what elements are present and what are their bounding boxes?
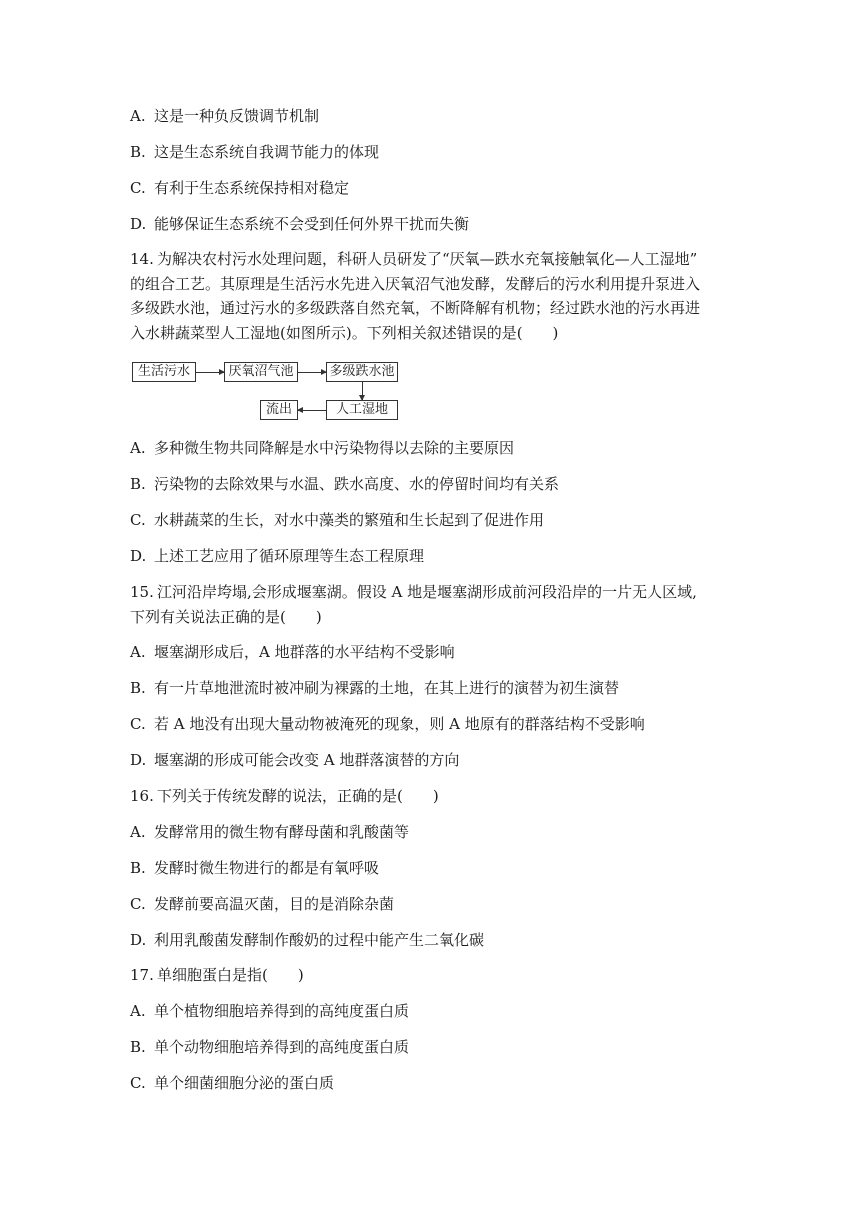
flow-box-drop-pool: 多级跌水池 xyxy=(326,362,398,382)
q14-stem-line-1: 14. 为解决农村污水处理问题，科研人员研发了“厌氧—跌水充氧接触氧化—人工湿地” xyxy=(130,250,698,268)
q16-option-b: B. 发酵时微生物进行的都是有氧呼吸 xyxy=(130,859,380,877)
flow-box-sewage: 生活污水 xyxy=(132,362,196,382)
flow-box-anaerobic-tank: 厌氧沼气池 xyxy=(224,362,298,382)
q16-option-a: A. 发酵常用的微生物有酵母菌和乳酸菌等 xyxy=(130,823,410,841)
flow-arrow-4 xyxy=(298,410,326,411)
q14-number: 14. xyxy=(130,250,154,268)
q14-option-a: A. 多种微生物共同降解是水中污染物得以去除的主要原因 xyxy=(130,439,515,457)
q17-number: 17. xyxy=(130,966,154,984)
q16-number: 16. xyxy=(130,787,154,805)
q16-stem: 16. 下列关于传统发酵的说法，正确的是( ) xyxy=(130,787,439,805)
q14-stem-line-2: 的组合工艺。其原理是生活污水先进入厌氧沼气池发酵，发酵后的污水利用提升泵进入 xyxy=(130,274,701,293)
q14-option-d: D. 上述工艺应用了循环原理等生态工程原理 xyxy=(130,547,425,565)
flow-box-wetland: 人工湿地 xyxy=(326,400,398,420)
q15-option-c: C. 若 A 地没有出现大量动物被淹死的现象，则 A 地原有的群落结构不受影响 xyxy=(130,715,645,733)
q14-flowchart xyxy=(130,358,420,422)
q15-stem-line-1: 15. 江河沿岸垮塌,会形成堰塞湖。假设 A 地是堰塞湖形成前河段沿岸的一片无人区域, xyxy=(130,583,697,601)
q13-option-d: D. 能够保证生态系统不会受到任何外界干扰而失衡 xyxy=(130,215,470,233)
q15-number: 15. xyxy=(130,583,154,601)
flow-box-outflow: 流出 xyxy=(260,400,298,420)
flow-arrow-2 xyxy=(298,372,326,373)
q13-option-b: B. 这是生态系统自我调节能力的体现 xyxy=(130,143,380,161)
q14-stem-line-4: 入水耕蔬菜型人工湿地(如图所示)。下列相关叙述错误的是( ) xyxy=(130,323,559,342)
q13-option-c: C. 有利于生态系统保持相对稳定 xyxy=(130,179,350,197)
q15-option-b: B. 有一片草地泄流时被冲刷为裸露的土地，在其上进行的演替为初生演替 xyxy=(130,679,620,697)
q17-option-a: A. 单个植物细胞培养得到的高纯度蛋白质 xyxy=(130,1002,410,1020)
q14-stem xyxy=(130,248,730,346)
q17-option-b: B. 单个动物细胞培养得到的高纯度蛋白质 xyxy=(130,1038,410,1056)
q16-option-c: C. 发酵前要高温灭菌，目的是消除杂菌 xyxy=(130,895,395,913)
flow-arrow-1 xyxy=(196,372,224,373)
q13-option-a: A. 这是一种负反馈调节机制 xyxy=(130,107,320,125)
flow-arrow-3 xyxy=(362,382,363,400)
q15-stem xyxy=(130,581,730,630)
q15-option-d: D. 堰塞湖的形成可能会改变 A 地群落演替的方向 xyxy=(130,751,460,769)
q14-stem-line-3: 多级跌水池，通过污水的多级跌落自然充氧，不断降解有机物；经过跌水池的污水再进 xyxy=(130,299,701,317)
q15-stem-line-2: 下列有关说法正确的是( ) xyxy=(130,607,322,626)
q14-option-c: C. 水耕蔬菜的生长，对水中藻类的繁殖和生长起到了促进作用 xyxy=(130,511,545,529)
q17-option-c: C. 单个细菌细胞分泌的蛋白质 xyxy=(130,1074,335,1092)
q15-option-a: A. 堰塞湖形成后，A 地群落的水平结构不受影响 xyxy=(130,643,455,661)
q16-option-d: D. 利用乳酸菌发酵制作酸奶的过程中能产生二氧化碳 xyxy=(130,931,485,949)
q17-stem: 17. 单细胞蛋白是指( ) xyxy=(130,966,304,984)
q14-option-b: B. 污染物的去除效果与水温、跌水高度、水的停留时间均有关系 xyxy=(130,475,560,493)
